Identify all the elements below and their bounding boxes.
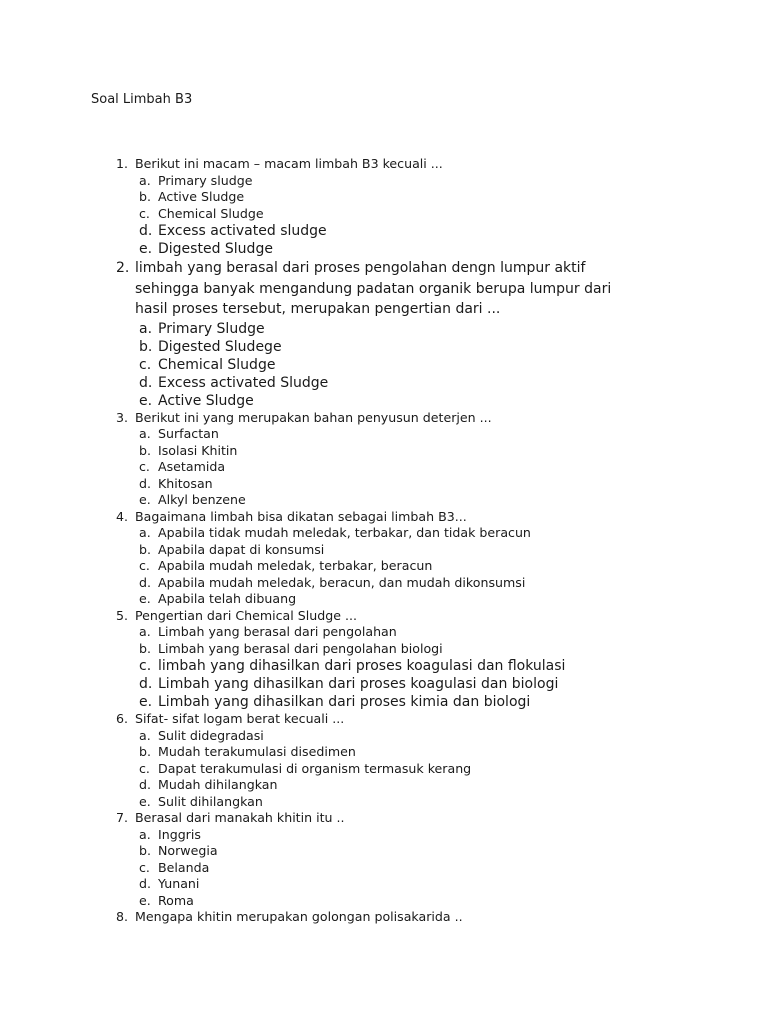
option-letter: b. (139, 442, 151, 458)
answer-option (0, 189, 768, 206)
option-letter: d. (139, 374, 153, 391)
option-text: Excess activated Sludge (158, 374, 329, 391)
answer-option (0, 338, 768, 356)
question-stem-line (0, 156, 768, 173)
option-text: Dapat terakumulasi di organism termasuk kerang (158, 760, 472, 776)
option-text: Excess activated sludge (158, 223, 327, 239)
question-2 (0, 258, 768, 410)
answer-option (0, 173, 768, 190)
option-text: Roma (158, 892, 194, 908)
question-6 (0, 711, 768, 810)
answer-option (0, 240, 768, 258)
option-letter: a. (139, 826, 151, 842)
document-title: Soal Limbah B3 (91, 92, 193, 107)
option-letter: a. (139, 172, 151, 188)
option-text: Digested Sludege (158, 338, 282, 355)
question-stem-line (0, 279, 768, 300)
answer-option (0, 374, 768, 392)
option-text: Sulit didegradasi (158, 727, 264, 743)
option-text: Active Sludge (158, 189, 245, 204)
question-stem-line (0, 258, 768, 279)
question-text: Sifat- sifat logam berat kecuali ... (135, 711, 345, 726)
question-text: hasil proses tersebut, merupakan pengertian dari ... (135, 301, 501, 317)
answer-option (0, 356, 768, 374)
option-letter: a. (139, 624, 151, 639)
option-text: Apabila telah dibuang (158, 591, 297, 606)
question-5 (0, 608, 768, 712)
option-text: Active Sludge (158, 392, 254, 409)
option-letter: d. (139, 676, 153, 692)
option-text: Surfactan (158, 426, 219, 441)
question-stem-line (0, 299, 768, 320)
question-stem-line (0, 711, 768, 728)
answer-option (0, 492, 768, 509)
question-number: 4. (116, 508, 129, 524)
question-text: Berasal dari manakah khitin itu .. (135, 810, 345, 825)
option-text: Isolasi Khitin (158, 442, 238, 458)
option-letter: e. (139, 492, 151, 507)
question-number: 3. (116, 409, 129, 425)
answer-option (0, 777, 768, 794)
option-letter: b. (139, 541, 151, 557)
option-text: Yunani (158, 876, 200, 891)
option-letter: b. (139, 189, 151, 204)
answer-option (0, 728, 768, 745)
answer-option (0, 827, 768, 844)
option-letter: c. (139, 760, 150, 776)
question-text: sehingga banyak mengandung padatan organik berupa lumpur dari (135, 280, 612, 297)
option-text: Apabila mudah meledak, terbakar, beracun (158, 558, 433, 573)
option-letter: c. (139, 356, 152, 373)
option-letter: c. (139, 459, 150, 474)
option-text: Mudah dihilangkan (158, 777, 278, 792)
option-text: Primary sludge (158, 172, 253, 188)
option-letter: e. (139, 591, 151, 606)
answer-option (0, 675, 768, 693)
question-text: Bagaimana limbah bisa dikatan sebagai limbah B3... (135, 508, 467, 524)
answer-option (0, 843, 768, 860)
answer-option (0, 893, 768, 910)
answer-option (0, 624, 768, 641)
question-number: 5. (116, 607, 129, 623)
option-text: Apabila tidak mudah meledak, terbakar, dan tidak beracun (158, 525, 531, 540)
option-text: Digested Sludge (158, 241, 273, 257)
answer-option (0, 591, 768, 608)
option-letter: d. (139, 777, 151, 792)
question-8 (0, 909, 768, 926)
answer-option (0, 525, 768, 542)
option-text: Norwegia (158, 843, 218, 858)
option-letter: a. (139, 320, 153, 337)
option-letter: c. (139, 658, 152, 674)
question-stem-line (0, 909, 768, 926)
question-text: Berikut ini macam – macam limbah B3 kecuali ... (135, 156, 443, 171)
option-letter: d. (139, 876, 151, 891)
option-letter: c. (139, 859, 150, 875)
answer-option (0, 575, 768, 592)
option-text: Chemical Sludge (158, 205, 264, 221)
question-3 (0, 410, 768, 509)
question-list (0, 156, 768, 926)
answer-option (0, 558, 768, 575)
question-text: Pengertian dari Chemical Sludge ... (135, 607, 357, 623)
answer-option (0, 222, 768, 240)
question-4 (0, 509, 768, 608)
question-text: limbah yang berasal dari proses pengolahan dengn lumpur aktif (135, 260, 586, 276)
answer-option (0, 794, 768, 811)
option-letter: e. (139, 241, 153, 257)
answer-option (0, 542, 768, 559)
question-text: Mengapa khitin merupakan golongan polisakarida .. (135, 909, 463, 924)
option-text: Limbah yang dihasilkan dari proses kimia dan biologi (158, 694, 531, 710)
answer-option (0, 206, 768, 223)
option-text: Belanda (158, 859, 210, 875)
option-text: Apabila dapat di konsumsi (158, 541, 325, 557)
option-text: Chemical Sludge (158, 356, 276, 373)
option-letter: a. (139, 525, 151, 540)
option-text: Asetamida (158, 459, 226, 474)
question-number: 8. (116, 909, 129, 924)
answer-option (0, 876, 768, 893)
option-text: Mudah terakumulasi disedimen (158, 744, 356, 759)
question-7 (0, 810, 768, 909)
answer-option (0, 443, 768, 460)
answer-option (0, 476, 768, 493)
option-letter: c. (139, 205, 150, 221)
option-letter: e. (139, 694, 153, 710)
question-number: 1. (116, 156, 129, 171)
option-letter: b. (139, 744, 151, 759)
option-letter: e. (139, 392, 153, 409)
option-letter: a. (139, 426, 151, 441)
option-letter: b. (139, 640, 151, 656)
option-letter: d. (139, 223, 153, 239)
question-text: Berikut ini yang merupakan bahan penyusun deterjen ... (135, 409, 492, 425)
answer-option (0, 860, 768, 877)
answer-option (0, 459, 768, 476)
option-text: limbah yang dihasilkan dari proses koagulasi dan flokulasi (158, 658, 566, 674)
answer-option (0, 641, 768, 658)
question-number: 7. (116, 810, 129, 825)
option-text: Khitosan (158, 475, 213, 491)
option-letter: b. (139, 843, 151, 858)
question-number: 2. (116, 260, 130, 276)
answer-option (0, 320, 768, 338)
option-letter: d. (139, 475, 151, 491)
option-letter: a. (139, 727, 151, 743)
option-letter: e. (139, 793, 151, 809)
question-number: 6. (116, 711, 129, 726)
answer-option (0, 392, 768, 410)
answer-option (0, 657, 768, 675)
option-letter: d. (139, 574, 151, 590)
option-text: Limbah yang dihasilkan dari proses koagulasi dan biologi (158, 676, 559, 692)
question-stem-line (0, 509, 768, 526)
answer-option (0, 761, 768, 778)
option-text: Inggris (158, 826, 201, 842)
question-1 (0, 156, 768, 258)
answer-option (0, 426, 768, 443)
option-letter: c. (139, 558, 150, 573)
answer-option (0, 693, 768, 711)
option-text: Limbah yang berasal dari pengolahan (158, 624, 397, 639)
option-text: Primary Sludge (158, 320, 265, 337)
option-letter: b. (139, 338, 153, 355)
option-text: Apabila mudah meledak, beracun, dan mudah dikonsumsi (158, 574, 526, 590)
question-stem-line (0, 410, 768, 427)
question-stem-line (0, 810, 768, 827)
answer-option (0, 744, 768, 761)
option-letter: e. (139, 892, 151, 908)
option-text: Alkyl benzene (158, 492, 246, 507)
option-text: Limbah yang berasal dari pengolahan biologi (158, 640, 443, 656)
option-text: Sulit dihilangkan (158, 793, 263, 809)
question-stem-line (0, 608, 768, 625)
